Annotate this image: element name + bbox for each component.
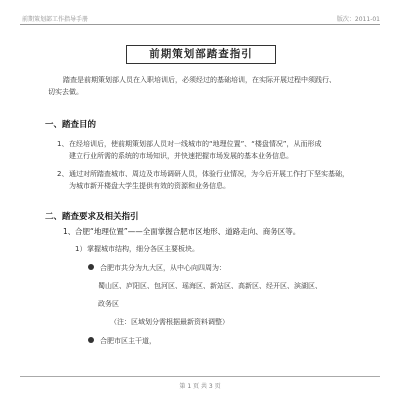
section-1-heading: 一、踏查目的 <box>45 120 97 130</box>
s2-sub-1-number: 1、 <box>63 227 76 236</box>
s1-item-2-line-2: 为城市新开楼盘大学生提供有效的资源和业务信息。 <box>69 182 230 190</box>
intro-line-2: 切实去做。 <box>48 88 83 96</box>
s2-sub-1-text: 合肥“地理位置”——全面掌握合肥市区地形、道路走向、商务区等。 <box>75 227 301 236</box>
header-right-text: 版次：2011-01 <box>336 16 380 23</box>
bullet-dot-icon <box>88 337 94 343</box>
bullet-dot-icon <box>88 264 94 270</box>
s2-sub-2 <box>75 243 199 255</box>
bullet-item-2-text: 合肥市区主干道， <box>100 337 156 345</box>
page-footer: 第 1 页 共 3 页 <box>179 383 221 390</box>
s1-item-1-number: 1、 <box>57 140 69 148</box>
s1-item-1-text: 在经培训后，使前期策划部人员对一线城市的“地理位置”、“楼盘情况”，从而形成 <box>69 140 322 148</box>
bullet-1-note: （注：区域划分需根据最新资料调整） <box>110 318 229 326</box>
s1-item-2-text: 通过对所踏查城市、周边及市场调研人员，体验行业情况，为今后开展工作打下坚实基础， <box>69 170 349 178</box>
bullet-1-continuation-2: 政务区 <box>98 300 119 308</box>
s2-sub-2-text: 掌握城市结构，细分各区主要板块。 <box>87 245 199 253</box>
section-2-heading: 二、踏查要求及相关指引 <box>45 212 139 222</box>
bullet-1-continuation-1: 蜀山区、庐阳区、包河区、瑶海区、新站区、高新区、经开区、滨湖区、 <box>98 282 322 290</box>
document-title: 前期策划部踏查指引 <box>126 45 276 64</box>
s1-item-1-line-2: 建立行业所需的系统的市场知识，并快速把握市场发展的基本业务信息。 <box>69 152 293 160</box>
s1-item-2-line-1 <box>57 168 349 180</box>
s2-sub-1 <box>63 226 300 237</box>
s1-item-2-number: 2、 <box>57 170 69 178</box>
bullet-item-1-text: 合肥市共分为九大区，从中心向四周为： <box>100 264 226 272</box>
bullet-item-1 <box>88 262 226 274</box>
intro-line-1: 踏查是前期策划部人员在入职培训后，必须经过的基础培训，在实际开展过程中须践行、 <box>63 76 336 84</box>
bullet-item-2 <box>88 335 156 347</box>
s2-sub-2-number: 1） <box>75 245 87 253</box>
header-left-text: 前期策划部工作指导手册 <box>22 16 89 23</box>
footer-divider <box>20 376 380 377</box>
s1-item-1-line-1 <box>57 138 322 150</box>
header-divider <box>20 24 380 25</box>
